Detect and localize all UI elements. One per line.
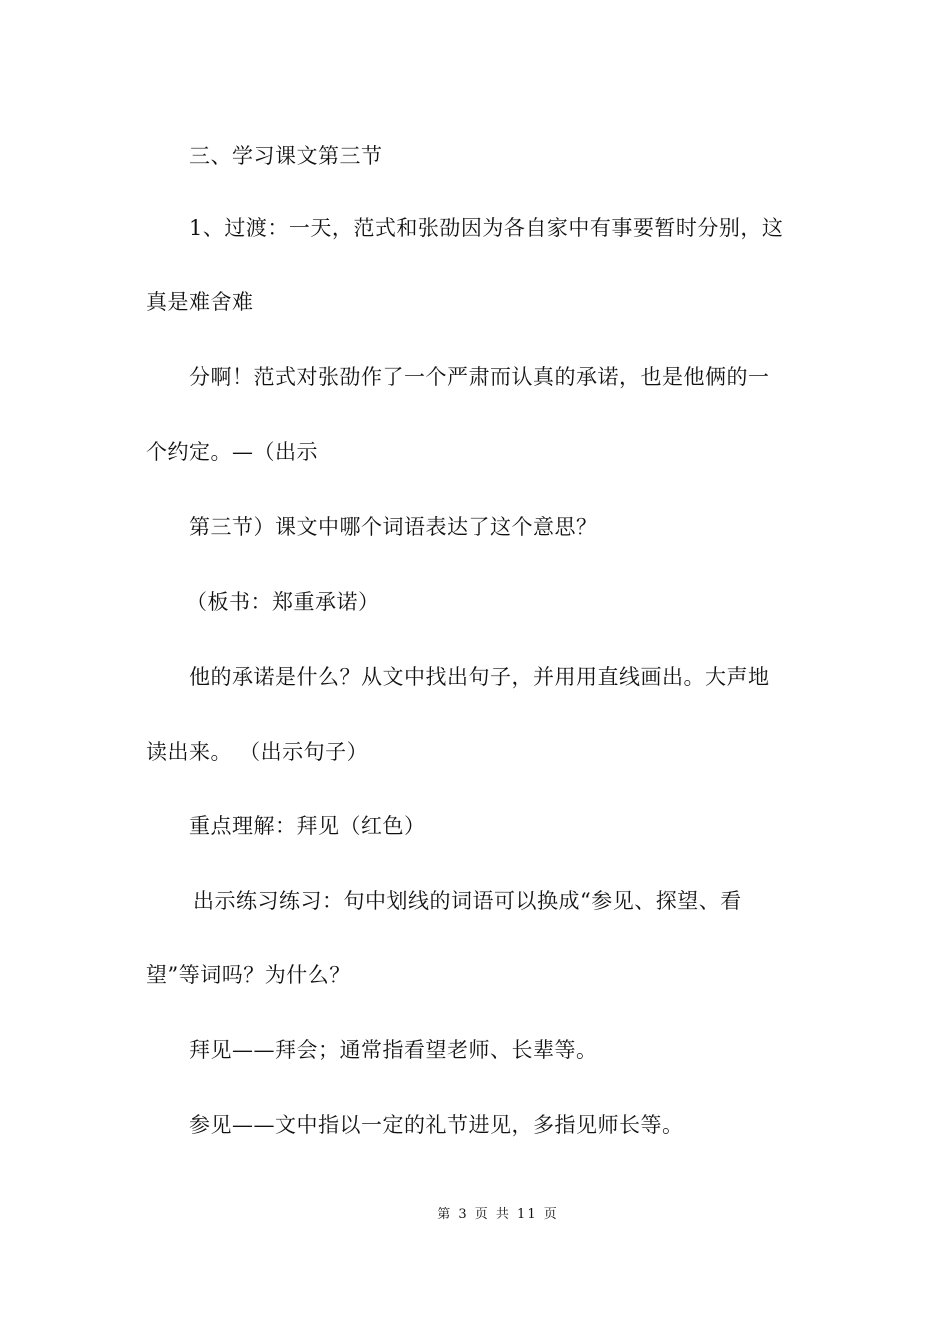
paragraph-line: 望”等词吗？为什么？ <box>146 963 351 987</box>
paragraph-line: 1、过渡：一天，范式和张劭因为各自家中有事要暂时分别，这 <box>189 216 784 240</box>
paragraph-line: 重点理解：拜见（红色） <box>189 814 426 838</box>
paragraph-line: （板书：郑重承诺） <box>186 590 380 614</box>
paragraph-line: 真是难舍难 <box>146 290 254 314</box>
paragraph-line: 分啊！范式对张劭作了一个严肃而认真的承诺，也是他俩的一 <box>189 365 770 389</box>
paragraph-line: 拜见——拜会；通常指看望老师、长辈等。 <box>189 1038 598 1062</box>
paragraph-line: 第三节）课文中哪个词语表达了这个意思？ <box>189 515 598 539</box>
paragraph-line: 参见——文中指以一定的礼节进见，多指见师长等。 <box>189 1113 684 1137</box>
paragraph-line: 他的承诺是什么？从文中找出句子，并用用直线画出。大声地 <box>189 665 770 689</box>
page-number-footer: 第 3 页 共 11 页 <box>437 1207 559 1222</box>
section-heading: 三、学习课文第三节 <box>189 144 383 168</box>
paragraph-line: 出示练习练习：句中划线的词语可以换成“参见、探望、看 <box>193 889 742 913</box>
paragraph-line: 个约定。—（出示 <box>146 440 318 464</box>
paragraph-line: 读出来。 （出示句子） <box>146 740 369 764</box>
